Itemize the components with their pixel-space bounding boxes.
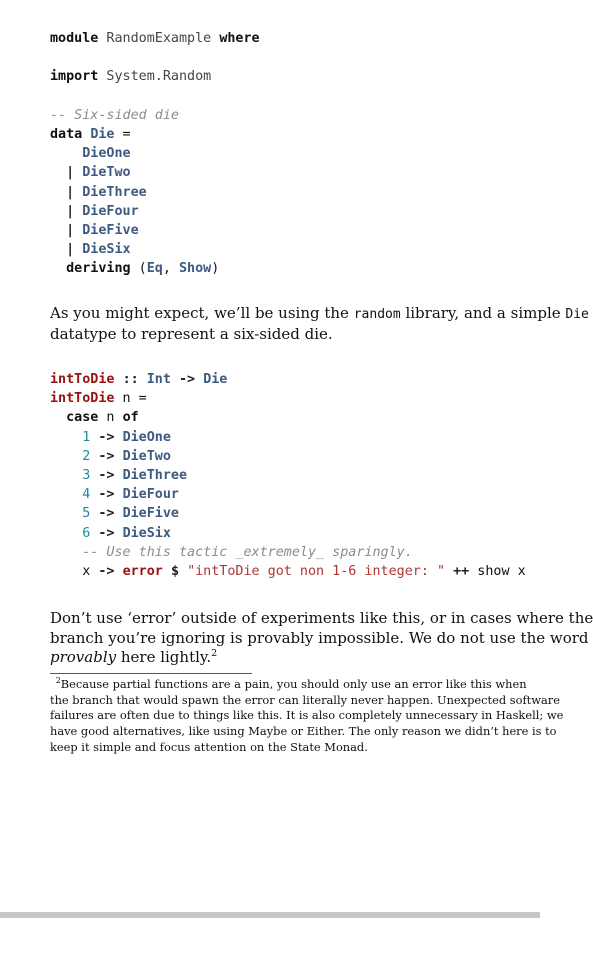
number-literal: 3: [82, 467, 91, 483]
text-run: As you might expect, we’ll be using the: [50, 304, 354, 322]
paragraph-line: branch you’re ignoring is provably impossible. We do not use the word: [50, 628, 589, 647]
code-block-module-header: [50, 29, 260, 278]
footnote-divider: [50, 673, 252, 674]
code-line: [50, 389, 526, 408]
code-text: ): [211, 261, 220, 277]
keyword: data: [50, 126, 83, 142]
class-name: Eq: [146, 261, 163, 277]
code-line: [50, 240, 260, 259]
footnote-line: the branch that would spawn the error can literally never happen. Unexpected software: [50, 692, 560, 707]
constructor-name: DieFour: [122, 487, 179, 503]
paragraph-error-note: [50, 609, 593, 668]
import-name: System.Random: [98, 69, 212, 85]
operator: ->: [98, 563, 115, 579]
constructor-name: DieSix: [122, 525, 171, 541]
code-indent: |: [50, 222, 83, 238]
case-arm: [50, 524, 526, 543]
footnote: [50, 677, 590, 756]
function-name: intToDie: [50, 391, 115, 407]
constructor-name: DieThree: [82, 184, 147, 200]
constructor-name: DieOne: [122, 429, 171, 445]
operator: ::: [122, 372, 139, 387]
constructor-name: DieOne: [82, 146, 131, 162]
code-indent: |: [50, 203, 83, 219]
paragraph-intro: [50, 304, 590, 344]
constructor-name: DieFive: [122, 506, 179, 522]
code-comment: -- Use this tactic _extremely_ sparingly.: [82, 544, 413, 560]
code-indent: |: [50, 184, 83, 200]
operator: ->: [98, 487, 115, 503]
case-arm: [50, 485, 526, 504]
footnote-number: 2: [55, 676, 61, 686]
code-indent: [50, 146, 82, 161]
inline-code: Die: [565, 307, 589, 322]
footnote-line: failures are often due to things like this. It is also completely unnecessary in Haskell; we: [50, 708, 564, 723]
constructor-name: DieThree: [122, 467, 188, 483]
operator: $: [170, 563, 179, 579]
keyword: module: [50, 31, 99, 46]
code-indent: |: [50, 165, 83, 181]
code-line: [50, 144, 260, 163]
number-literal: 1: [82, 429, 91, 445]
operator: ->: [179, 372, 196, 387]
constructor-name: DieFour: [82, 203, 139, 219]
code-text: (: [130, 261, 147, 277]
page-separator: [0, 912, 540, 918]
operator: ++: [453, 563, 470, 579]
footnote-line: [50, 677, 590, 693]
footnote-line: have good alternatives, like using Maybe or Either. The only reason we didn’t here is to: [50, 724, 557, 739]
operator: ->: [98, 525, 115, 541]
code-line: [50, 163, 260, 182]
keyword: where: [219, 31, 260, 46]
type-name: Die: [90, 126, 115, 142]
operator: ->: [98, 429, 115, 445]
function-name: intToDie: [50, 372, 115, 387]
code-text: show x: [477, 563, 526, 579]
operator: ->: [98, 467, 115, 483]
type-name: Int: [146, 372, 171, 387]
paragraph-line: datatype to represent a six-sided die.: [50, 324, 333, 343]
text-run: library, and a simple: [400, 304, 566, 322]
emphasis-text: provably: [50, 648, 117, 666]
code-line: [50, 106, 260, 125]
constructor-name: DieTwo: [82, 165, 131, 181]
text-run: Because partial functions are a pain, you should only use an error like this when: [60, 677, 527, 691]
code-text: n =: [114, 391, 147, 407]
code-line: [50, 408, 526, 427]
inline-code: random: [353, 307, 401, 322]
keyword: import: [50, 69, 99, 85]
code-line: [50, 562, 526, 581]
case-arm: [50, 504, 526, 523]
function-name: error: [122, 563, 163, 579]
code-line-blank: [50, 48, 260, 67]
keyword: deriving: [66, 261, 131, 277]
footnote-marker: 2: [211, 648, 218, 659]
case-arm: [50, 447, 526, 466]
constructor-name: DieFive: [82, 222, 139, 238]
number-literal: 2: [82, 448, 91, 464]
string-literal: "intToDie got non 1-6 integer: ": [187, 563, 446, 579]
case-arm: [50, 428, 526, 447]
paragraph-line: Don’t use ‘error’ outside of experiments like this, or in cases where the: [50, 609, 593, 627]
code-line: [50, 370, 526, 389]
code-line: [50, 183, 260, 202]
code-line: [50, 202, 260, 221]
code-line: [50, 543, 526, 562]
operator: ->: [98, 506, 115, 522]
code-line: [50, 125, 260, 144]
footnote-line: keep it simple and focus attention on the State Monad.: [50, 739, 368, 754]
type-name: Die: [203, 372, 228, 387]
code-text: ,: [162, 261, 179, 277]
paragraph-line: [50, 304, 590, 325]
code-text: n: [98, 410, 123, 426]
keyword: case: [66, 410, 99, 426]
code-line-blank: [50, 87, 260, 106]
case-arm: [50, 466, 526, 485]
number-literal: 4: [82, 487, 91, 503]
keyword: of: [122, 410, 139, 426]
code-block-int-to-die: [50, 370, 526, 581]
text-run: here lightly.: [116, 648, 212, 666]
code-line: [50, 221, 260, 240]
class-name: Show: [179, 261, 212, 277]
code-line: [50, 67, 260, 86]
operator: ->: [98, 448, 115, 464]
constructor-name: DieTwo: [122, 448, 171, 464]
paragraph-line: [50, 648, 590, 668]
number-literal: 6: [82, 525, 91, 541]
code-comment: -- Six-sided die: [50, 107, 179, 123]
module-name: RandomExample: [98, 31, 220, 46]
code-line: [50, 29, 260, 48]
code-indent: |: [50, 242, 83, 258]
code-line: [50, 259, 260, 278]
constructor-name: DieSix: [82, 242, 131, 258]
code-text: =: [114, 126, 131, 142]
number-literal: 5: [82, 506, 91, 522]
code-text: x: [82, 563, 99, 579]
